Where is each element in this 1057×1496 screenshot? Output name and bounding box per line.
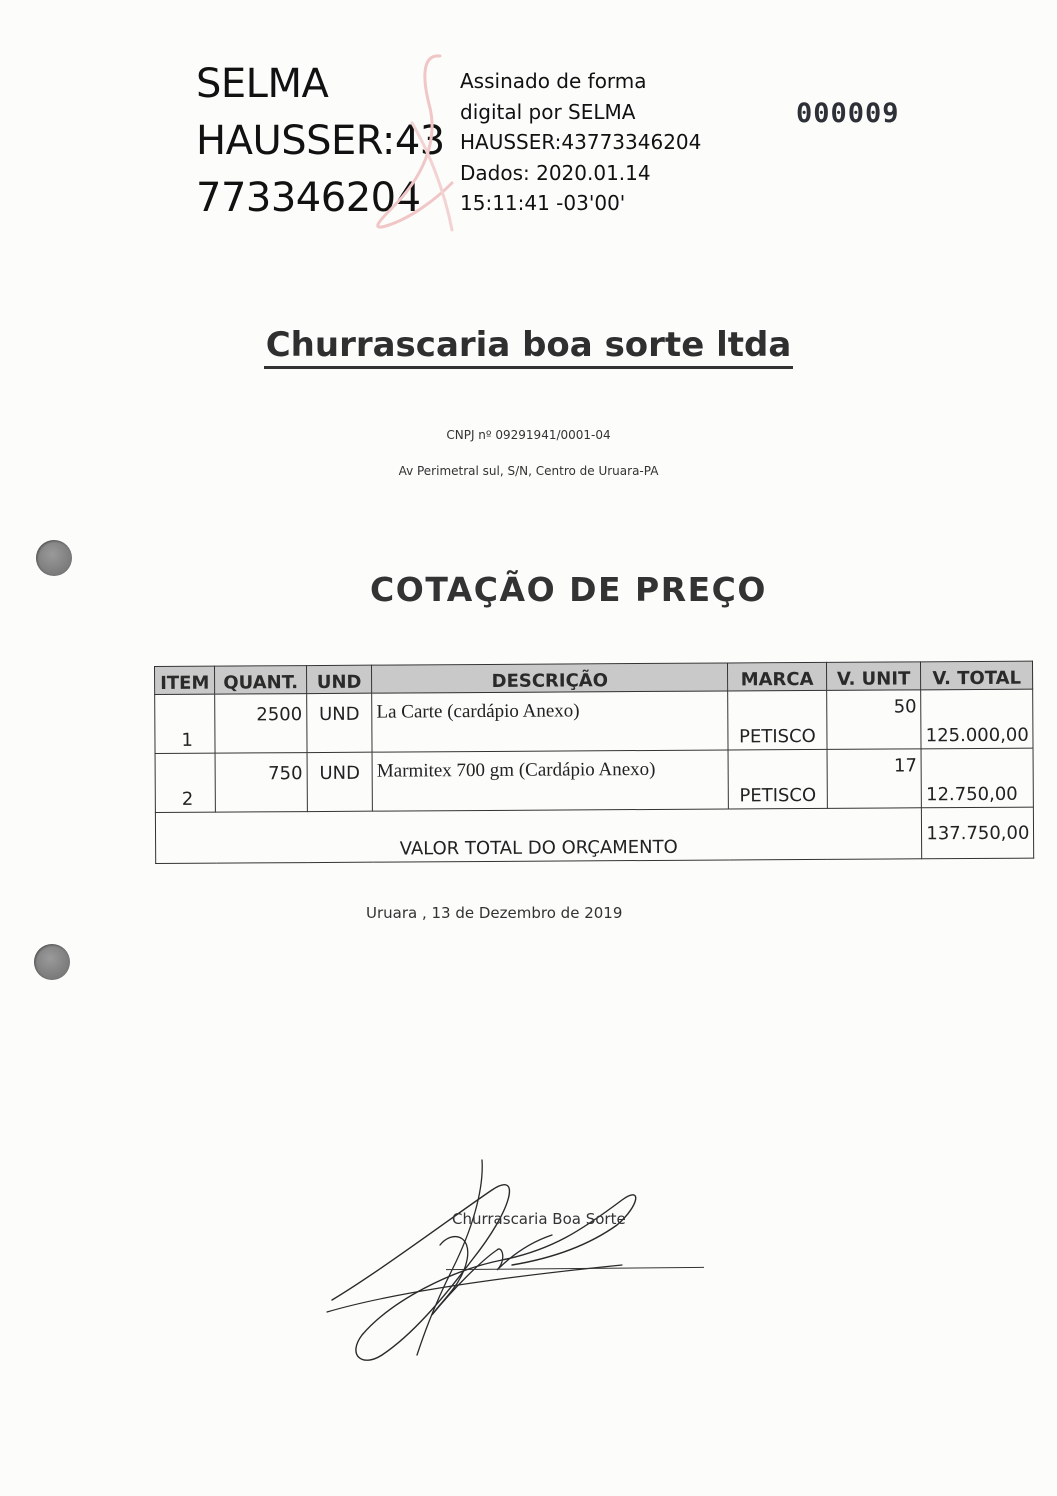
cell-unit: UND [307, 752, 373, 811]
date-line: Uruara , 13 de Dezembro de 2019 [366, 904, 623, 922]
signature-detail-line: Dados: 2020.01.14 [460, 160, 651, 185]
document-number: 000009 [796, 98, 900, 129]
column-header-item: ITEM [155, 666, 215, 694]
total-value: 137.750,00 [922, 807, 1034, 859]
table-total-row [155, 807, 1033, 863]
table-row [155, 689, 1033, 753]
column-header-quantity: QUANT. [215, 666, 307, 695]
punch-hole [34, 944, 70, 980]
column-header-unit: UND [306, 665, 372, 693]
cell-brand: PETISCO [728, 690, 827, 750]
cell-item: 1 [155, 694, 216, 753]
company-name [0, 325, 1057, 365]
total-label: VALOR TOTAL DO ORÇAMENTO [155, 808, 922, 864]
price-quote-table [154, 661, 1034, 864]
cell-description: Marmitex 700 gm (Cardápio Anexo) [372, 750, 728, 811]
pdf-signature-logo-icon [352, 48, 462, 238]
cell-unit-price: 17 [827, 749, 922, 809]
cell-total: 125.000,00 [921, 689, 1033, 749]
signature-detail-line: 15:11:41 -03'00' [460, 191, 626, 215]
cell-item: 2 [155, 753, 216, 812]
cell-quantity: 750 [215, 753, 307, 813]
handwritten-signature [322, 1150, 722, 1380]
signature-name-line: SELMA [196, 61, 329, 107]
cell-description: La Carte (cardápio Anexo) [372, 691, 728, 752]
signature-detail-line: digital por SELMA [460, 99, 636, 124]
column-header-brand: MARCA [728, 662, 827, 691]
column-header-description: DESCRIÇÃO [372, 663, 728, 693]
column-header-total: V. TOTAL [921, 661, 1033, 690]
table-row [155, 748, 1033, 812]
column-header-unit-price: V. UNIT [826, 662, 921, 691]
cell-total: 12.750,00 [921, 748, 1033, 808]
quote-title: COTAÇÃO DE PREÇO [370, 570, 767, 609]
digital-signature-details [460, 66, 740, 219]
punch-hole [36, 540, 72, 576]
signature-name-line: HAUSSER:43 [196, 118, 445, 164]
cell-brand: PETISCO [728, 749, 827, 809]
cell-quantity: 2500 [215, 694, 307, 754]
signature-detail-line: Assinado de forma [460, 69, 647, 93]
cell-unit-price: 50 [826, 690, 921, 750]
signature-detail-line: HAUSSER:43773346204 [460, 130, 702, 154]
signature-label: Churrascaria Boa Sorte [452, 1210, 626, 1228]
company-address: Av Perimetral sul, S/N, Centro de Uruara-PA [398, 464, 659, 478]
company-cnpj: CNPJ nº 09291941/0001-04 [446, 428, 611, 442]
signature-name-line: 773346204 [196, 175, 421, 221]
cell-unit: UND [307, 693, 373, 752]
company-name-text: Churrascaria boa sorte ltda [264, 325, 794, 369]
